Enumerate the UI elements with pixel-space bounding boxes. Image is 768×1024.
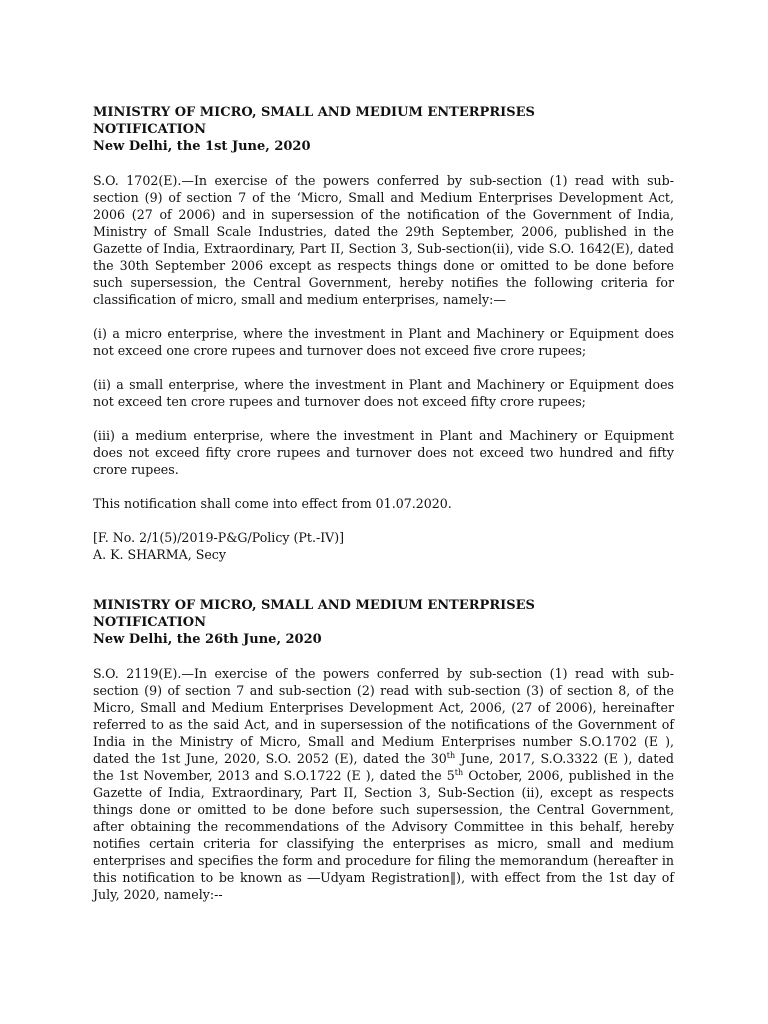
notification-1 bbox=[93, 104, 674, 563]
body-text: S.O. 2119(E).—In exercise of the powers conferred by sub-section (1) read with sub-section (9) of section 7 and sub-section (2) read with sub-section (3) of section 8, of the Micro, Small and Medium Enterprises Development Act, 2006, (27 of 2006), hereinafter referred to as the said Act, and in supersession of the notifications of the Government of India in the Ministry of Micro, Small and Medium Enterprises number S.O.1702 (E ), dated the 1st June, 2020, S.O. 2052 (E), dated the 30 bbox=[93, 666, 674, 766]
ministry-heading: MINISTRY OF MICRO, SMALL AND MEDIUM ENTERPRISES bbox=[93, 105, 535, 120]
ministry-heading: MINISTRY OF MICRO, SMALL AND MEDIUM ENTERPRISES bbox=[93, 598, 535, 613]
date-heading: New Delhi, the 26th June, 2020 bbox=[93, 632, 322, 647]
notification-body: S.O. 1702(E).—In exercise of the powers conferred by sub-section (1) read with sub-section (9) of section 7 of the ‘Micro, Small and Medium Enterprises Development Act, 2006 (27 of 2006) and in supersession of the notification of the Government of India, Ministry of Small Scale Industries, dated the 29th September, 2006, published in the Gazette of India, Extraordinary, Part II, Section 3, Sub-section(ii), vide S.O. 1642(E), dated the 30th September 2006 except as respects things done or omitted to be done before such supersession, the Central Government, hereby notifies the following criteria for classification of micro, small and medium enterprises, namely:— bbox=[93, 173, 674, 307]
criteria-micro: (i) a micro enterprise, where the investment in Plant and Machinery or Equipment does not exceed one crore rupees and turnover does not exceed five crore rupees; bbox=[93, 326, 674, 358]
criteria-medium: (iii) a medium enterprise, where the investment in Plant and Machinery or Equipment does not exceed fifty crore rupees and turnover does not exceed two hundred and fifty crore rupees. bbox=[93, 428, 674, 477]
body-text: October, 2006, published in the Gazette of India, Extraordinary, Part II, Section 3, Sub-Section (ii), except as respects things done or omitted to be done before such supersession, the Central Government, after obtaining the recommendations of the Advisory Committee in this behalf, hereby notifies certain criteria for classifying the enterprises as micro, small and medium enterprises and specifies the form and procedure for filing the memorandum (hereafter in this notification to be known as ―Udyam Registration‖), with effect from the 1st day of July, 2020, namely:-- bbox=[93, 768, 674, 902]
file-number: [F. No. 2/1(5)/2019-P&G/Policy (Pt.-IV)] bbox=[93, 530, 345, 545]
date-heading: New Delhi, the 1st June, 2020 bbox=[93, 139, 311, 154]
superscript: th bbox=[446, 750, 456, 760]
superscript: th bbox=[454, 767, 464, 777]
criteria-small: (ii) a small enterprise, where the investment in Plant and Machinery or Equipment does not exceed ten crore rupees and turnover does not exceed fifty crore rupees; bbox=[93, 377, 674, 409]
signatory: A. K. SHARMA, Secy bbox=[93, 547, 226, 562]
notification-heading: NOTIFICATION bbox=[93, 615, 206, 630]
notification-heading: NOTIFICATION bbox=[93, 122, 206, 137]
notification-2 bbox=[93, 597, 674, 903]
effective-date: This notification shall come into effect from 01.07.2020. bbox=[93, 496, 452, 511]
document-page bbox=[93, 104, 674, 920]
body-text: June, 2017, S.O.3322 (E ), dated the 1st November, 2013 and S.O.1722 (E ), dated the 5 bbox=[93, 751, 674, 783]
notification-body bbox=[93, 665, 674, 903]
